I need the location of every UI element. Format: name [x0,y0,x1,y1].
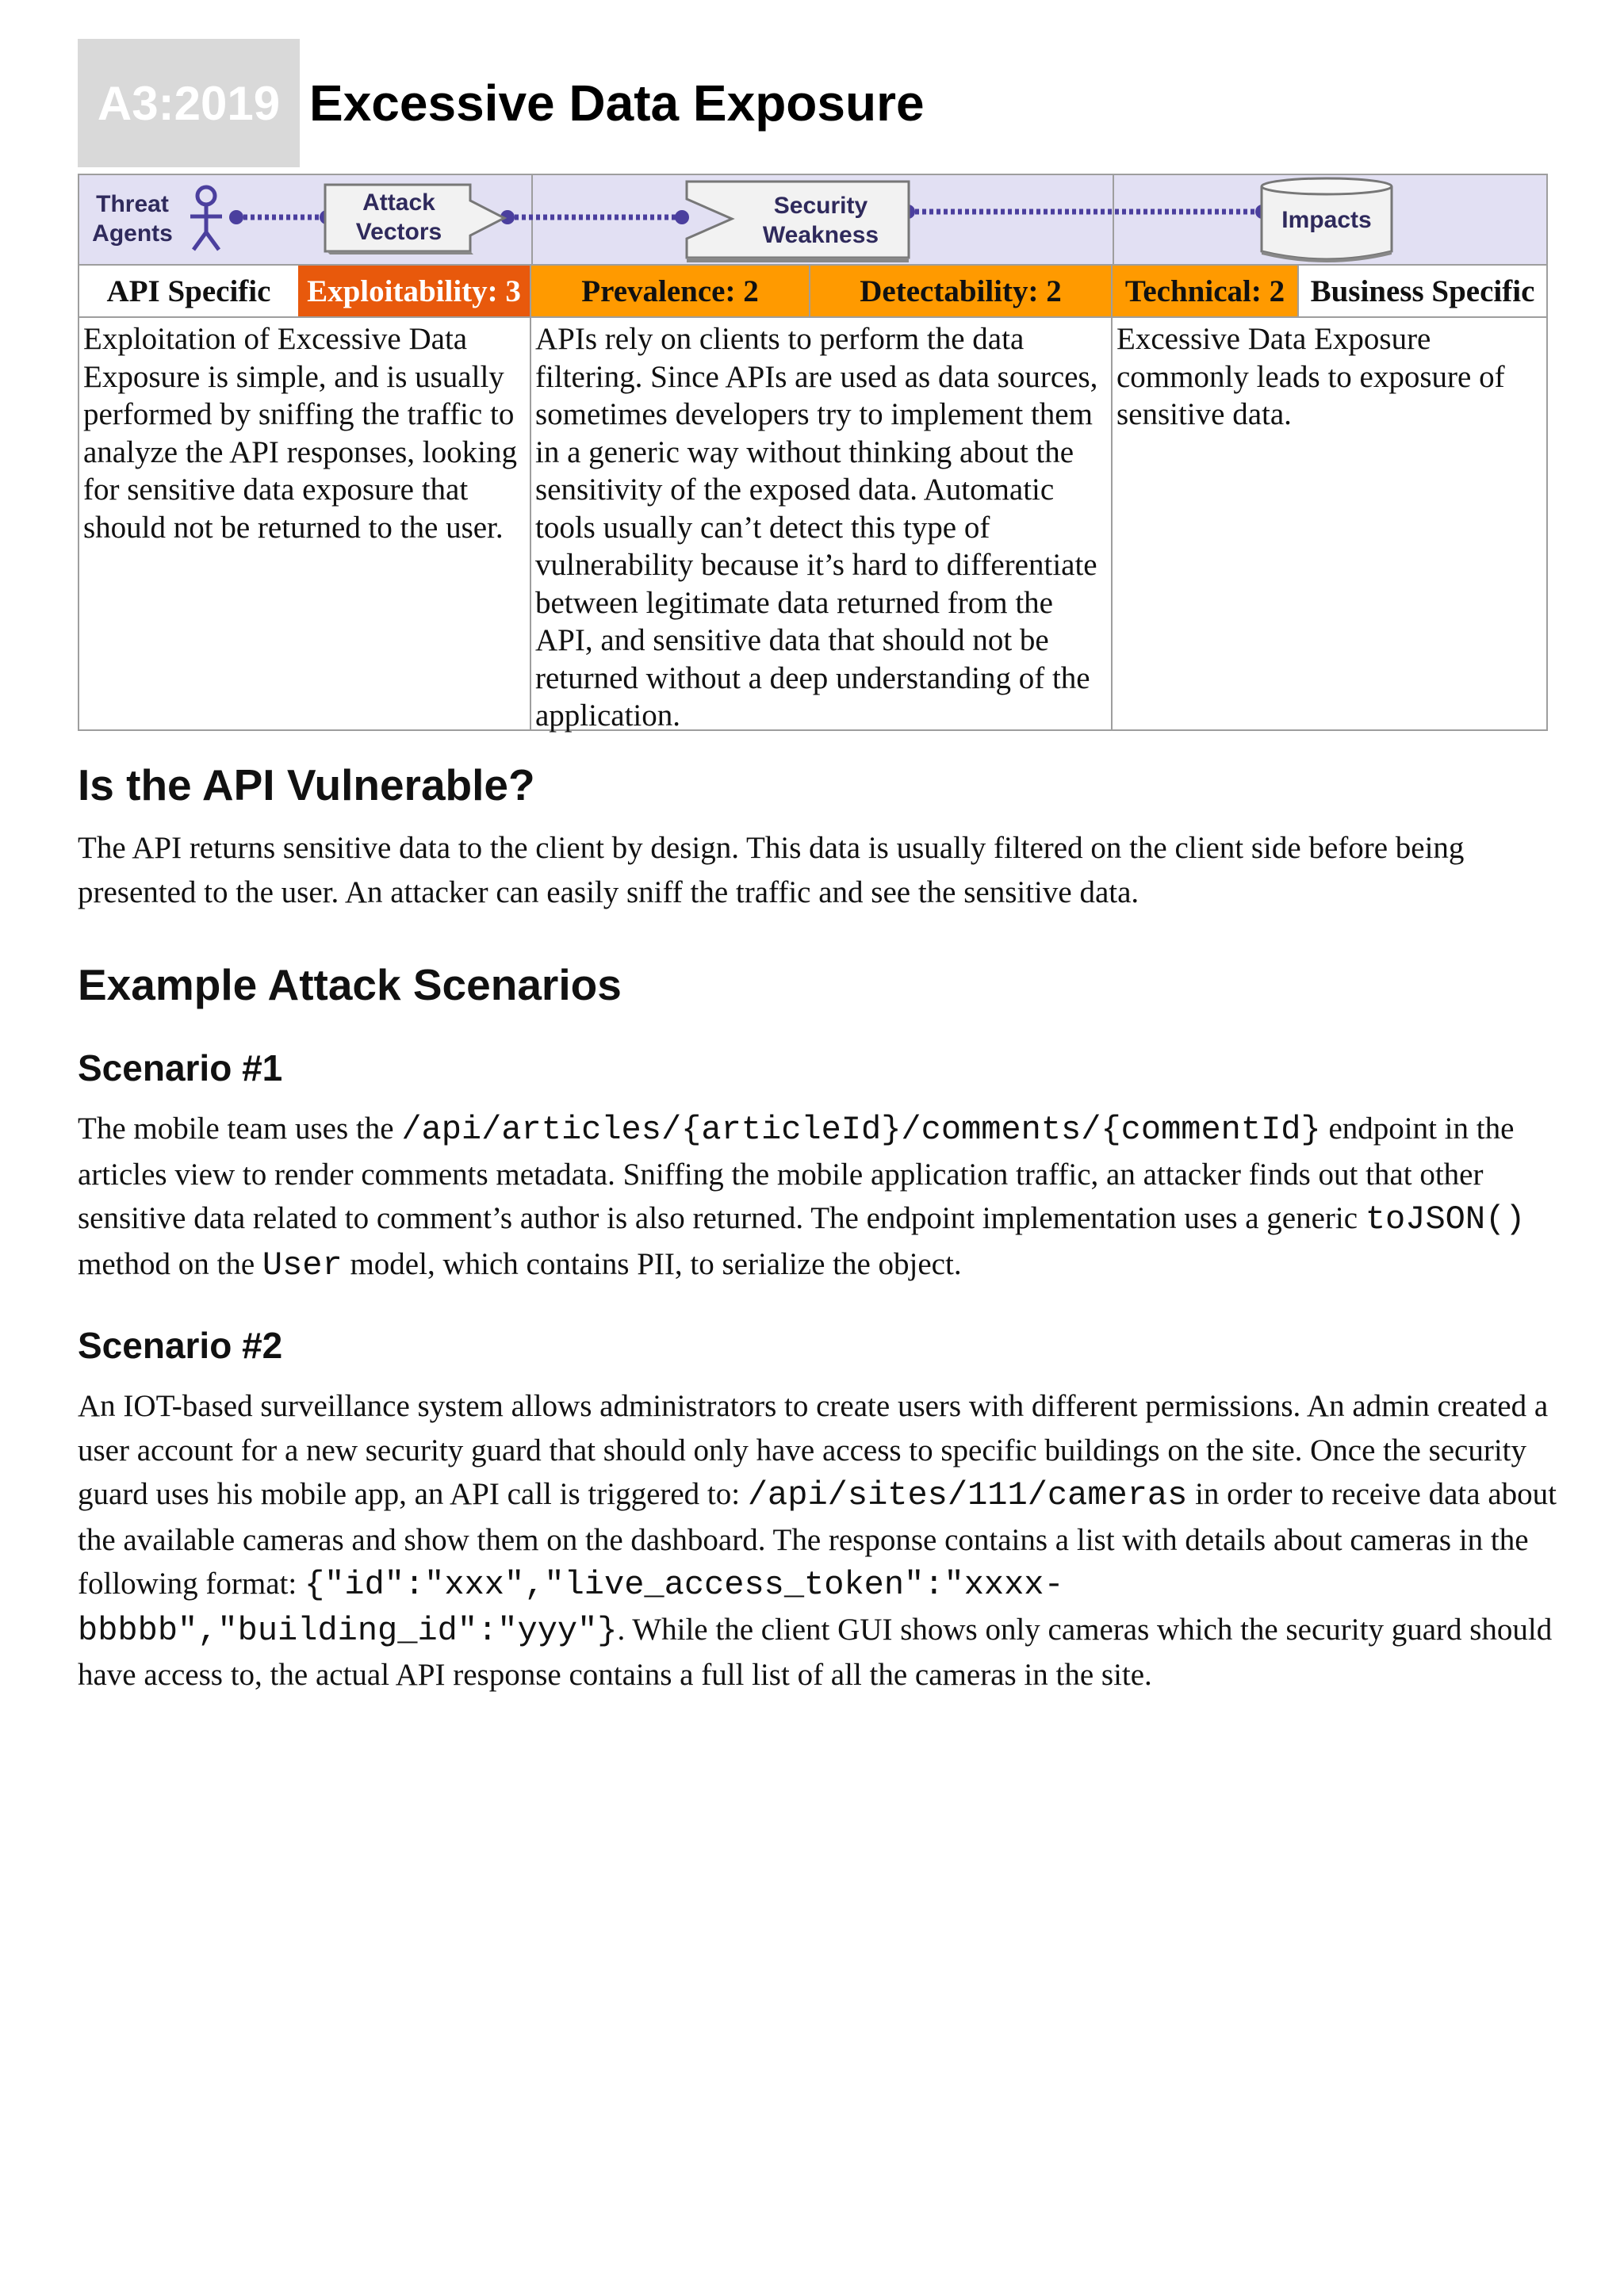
scenario-2-text: An IOT-based surveillance system allows administrators to create users with different permissions. An admin created a user account for a new security guard that should only have access to specific buildings on the site. Once the security guard uses his mobile app, an API call is triggered to: /api/sites/111/cameras in order to receive data about the available cameras and show them on the dashboard. The response contains a list with details about cameras in the following format: {"id":"xxx","live_access_token":"xxxx-bbbbb","building_id":"yyy"}. While the client GUI shows only cameras which the security guard should have access to, the actual API response contains a full list of all the cameras in the site. [78,1389,1557,1692]
endpoint-code: /api/articles/{articleId}/comments/{commentId} [401,1111,1321,1149]
prevalence-rating: Prevalence: 2 [531,266,810,316]
risk-id-badge: A3:2019 [78,39,300,167]
vulnerable-heading: Is the API Vulnerable? [78,760,535,809]
impacts-description: Excessive Data Exposure commonly leads to exposure of sensitive data. [1116,322,1505,431]
title-row [78,39,925,167]
page-title: Excessive Data Exposure [309,75,925,132]
scenarios-heading: Example Attack Scenarios [78,960,622,1009]
exploitability-rating: Exploitability: 3 [298,266,531,316]
scenario-1-heading: Scenario #1 [78,1047,283,1089]
impacts-label: Impacts [1281,207,1372,233]
ratings-row [78,266,1548,318]
api-specific-cell: API Specific [79,266,298,316]
description-row [78,318,1548,731]
threat-agents-label: Threat Agents [92,191,173,247]
threat-agent-icon [190,187,222,250]
threat-agents-description: Exploitation of Excessive Data Exposure is simple, and is usually performed by sniffing the traffic to analyze the API responses, looking for sensitive data exposure that should not be returned to the user. [79,318,531,729]
vulnerable-text: The API returns sensitive data to the client by design. This data is usually filtered on the client side before being presented to the user. An attacker can easily sniff the traffic and see the sensitive data. [78,831,1465,909]
security-weakness-label: Security Weakness [762,193,879,248]
technical-rating: Technical: 2 [1113,266,1299,316]
tojson-code: toJSON() [1365,1200,1526,1238]
user-model-code: User [262,1246,343,1284]
detectability-rating: Detectability: 2 [810,266,1113,316]
risk-table [78,174,1548,731]
business-specific-cell: Business Specific [1299,266,1546,316]
attack-vectors-label: Attack Vectors [355,189,442,245]
scenario-2-heading: Scenario #2 [78,1325,283,1366]
cameras-endpoint-code: /api/sites/111/cameras [747,1476,1188,1514]
response-format-code: {"id":"xxx","live_access_token":"xxxx-bbbbb","building_id":"yyy"} [78,1566,1064,1650]
risk-banner [78,174,1548,266]
scenario-1-text: The mobile team uses the /api/articles/{articleId}/comments/{commentId} endpoint in the articles view to render comments metadata. Sniffing the mobile application traffic, an attacker finds out that other sensitive data related to comment’s author is also returned. The endpoint implementation uses a generic toJSON() method on the User model, which contains PII, to serialize the object. [78,1111,1526,1284]
security-weakness-description: APIs rely on clients to perform the data filtering. Since APIs are used as data sources, sometimes developers try to implement them in a generic way without thinking about the sensitivity of the exposed data. Automatic tools usually can’t detect this type of vulnerability because it’s hard to differentiate between legitimate data returned from the API, and sensitive data that should not be returned without a deep understanding of the application. [531,318,1113,729]
